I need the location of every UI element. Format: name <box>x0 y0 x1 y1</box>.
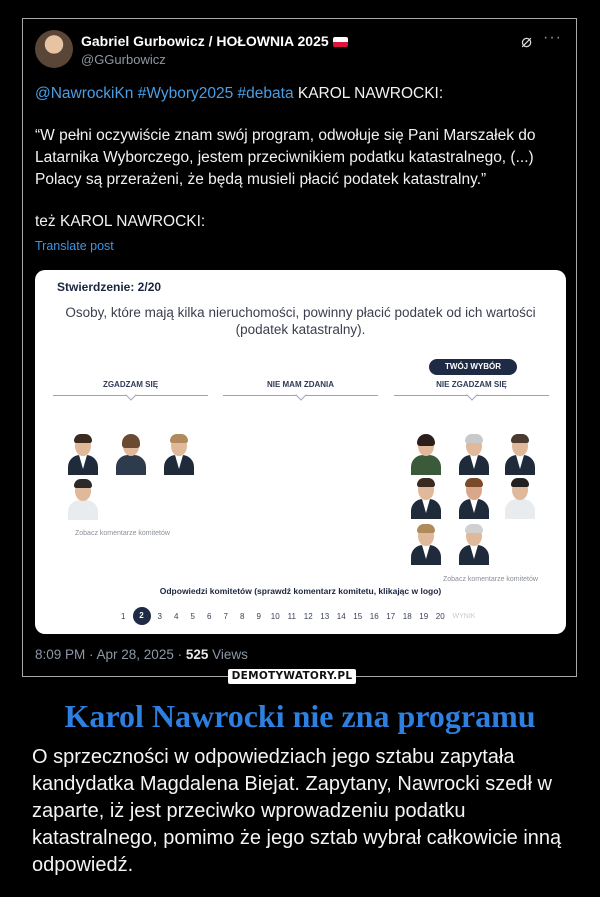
page-8[interactable]: 8 <box>240 611 245 621</box>
committee-logo[interactable] <box>457 433 491 475</box>
page-4[interactable]: 4 <box>174 611 179 621</box>
committee-logo[interactable] <box>457 523 491 565</box>
page-14[interactable]: 14 <box>336 611 346 621</box>
committee-logo[interactable] <box>66 478 100 520</box>
caption-text: O sprzeczności w odpowiedziach jego sztabu zapytała kandydatka Magdalena Biejat. Zapytany, Nawrocki szedł w zaparte, iż jest przeciwko wprowadzeniu podatku katastralnego, pomimo że jego sztab wybrał całkowicie inną odpowiedź. <box>32 746 562 876</box>
committee-logo[interactable] <box>114 433 148 475</box>
post-text <box>35 83 570 257</box>
page-6[interactable]: 6 <box>207 611 212 621</box>
more-icon[interactable]: ··· <box>543 29 562 46</box>
site-watermark: DEMOTYWATORY.PL <box>228 669 356 684</box>
page-16[interactable]: 16 <box>369 611 379 621</box>
statement-label: Stwierdzenie: 2/20 <box>57 280 162 294</box>
avatar[interactable] <box>35 30 73 68</box>
page-10[interactable]: 10 <box>270 611 280 621</box>
committee-logo[interactable] <box>457 477 491 519</box>
post-time[interactable]: 8:09 PM · Apr 28, 2025 · <box>35 647 186 662</box>
grok-icon[interactable]: ⌀ <box>521 31 532 51</box>
responses-note: Odpowiedzi komitetów (sprawdź komentarz komitetu, klikając w logo) <box>159 586 442 596</box>
author-handle[interactable]: @GGurbowicz <box>81 52 166 67</box>
hashtag-links[interactable]: @NawrockiKn #Wybory2025 #debata <box>35 85 294 102</box>
page-19[interactable]: 19 <box>419 611 429 621</box>
post-also: też KAROL NAWROCKI: <box>35 213 206 230</box>
page-2-current[interactable]: 2 <box>133 607 151 625</box>
column-neutral <box>223 380 378 396</box>
poland-flag-icon <box>333 37 348 47</box>
committee-logo[interactable] <box>409 433 443 475</box>
page-13[interactable]: 13 <box>320 611 330 621</box>
views-count: 525 <box>185 647 209 662</box>
column-agree <box>53 380 208 396</box>
page-1[interactable]: 1 <box>121 611 126 621</box>
pagination <box>115 607 475 625</box>
translate-link[interactable]: Translate post <box>35 239 114 253</box>
committee-logo[interactable] <box>162 433 196 475</box>
comments-link[interactable]: Zobacz komentarze komitetów <box>443 576 538 583</box>
page-3[interactable]: 3 <box>157 611 162 621</box>
committee-logo[interactable] <box>66 433 100 475</box>
column-disagree <box>394 380 549 396</box>
column-agree-header: ZGADZAM SIĘ <box>102 380 159 389</box>
column-neutral-header: NIE MAM ZDANIA <box>266 380 335 389</box>
author-name[interactable]: Gabriel Gurbowicz / HOŁOWNIA 2025 <box>81 33 348 49</box>
committee-logo[interactable] <box>409 477 443 519</box>
views-label: Views <box>208 647 248 662</box>
result-link[interactable]: WYNIK <box>452 612 476 620</box>
page-5[interactable]: 5 <box>190 611 195 621</box>
post-meta <box>35 647 248 662</box>
comments-link[interactable]: Zobacz komentarze komitetów <box>75 530 170 537</box>
page-7[interactable]: 7 <box>223 611 228 621</box>
post-header <box>35 29 564 73</box>
tweet-screenshot <box>22 18 577 677</box>
page-15[interactable]: 15 <box>353 611 363 621</box>
page-20[interactable]: 20 <box>435 611 445 621</box>
committee-logo[interactable] <box>503 477 537 519</box>
committee-logo[interactable] <box>503 433 537 475</box>
page-11[interactable]: 11 <box>287 611 296 621</box>
embedded-image[interactable] <box>35 270 566 634</box>
statement-text: Osoby, które mają kilka nieruchomości, powinny płacić podatek od ich wartości (podatek katastralny). <box>65 305 536 337</box>
post-intro: KAROL NAWROCKI: <box>293 85 444 102</box>
column-disagree-header: NIE ZGADZAM SIĘ <box>436 380 507 389</box>
post-quote: “W pełni oczywiście znam swój program, odwołuje się Pani Marszałek do Latarnika Wyborczego, jestem przeciwnikiem podatku katastralnego, (...) Polacy są przerażeni, że będą musieli płacić podatek katastralny.” <box>35 127 536 188</box>
page-18[interactable]: 18 <box>402 611 412 621</box>
committee-logo[interactable] <box>409 523 443 565</box>
page-9[interactable]: 9 <box>256 611 261 621</box>
page-title: Karol Nawrocki nie zna programu <box>64 698 536 734</box>
page-17[interactable]: 17 <box>386 611 396 621</box>
your-choice-badge: TWÓJ WYBÓR <box>429 359 517 375</box>
page-12[interactable]: 12 <box>303 611 313 621</box>
